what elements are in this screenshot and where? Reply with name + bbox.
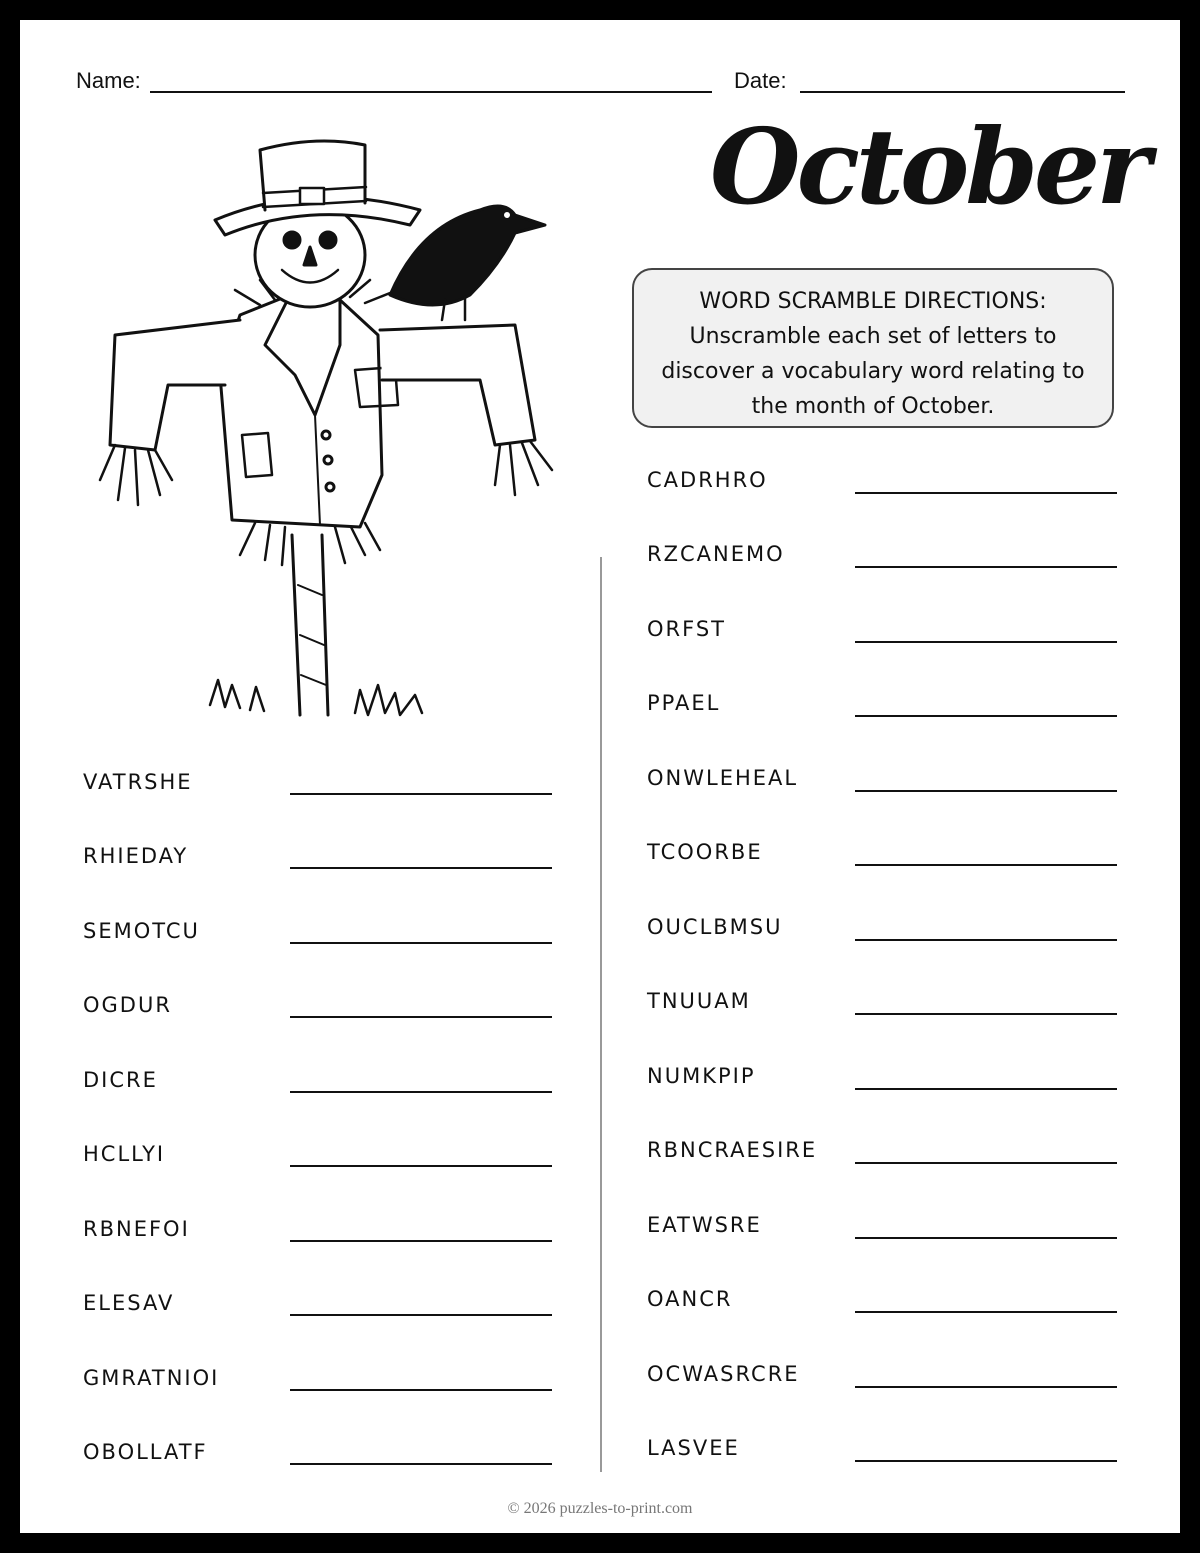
column-divider <box>600 557 602 1472</box>
scrambled-word: RHIEDAY <box>83 844 189 868</box>
post-icon <box>292 535 328 715</box>
answer-line[interactable] <box>290 793 552 795</box>
scarecrow-illustration <box>60 115 580 735</box>
scrambled-word: VATRSHE <box>83 770 193 794</box>
worksheet-page <box>20 20 1180 1533</box>
answer-line[interactable] <box>290 1389 552 1391</box>
answer-line[interactable] <box>290 1240 552 1242</box>
date-label: Date: <box>734 68 787 93</box>
answer-line[interactable] <box>855 1162 1117 1164</box>
scrambled-word: RBNCRAESIRE <box>647 1138 818 1162</box>
scrambled-word: GMRATNIOI <box>83 1366 220 1390</box>
answer-line[interactable] <box>855 1311 1117 1313</box>
answer-line[interactable] <box>855 715 1117 717</box>
scrambled-word: OCWASRCRE <box>647 1362 800 1386</box>
answer-line[interactable] <box>290 1091 552 1093</box>
directions-line: Unscramble each set of letters to <box>689 324 1057 349</box>
answer-line[interactable] <box>290 1463 552 1465</box>
directions-box <box>632 268 1114 428</box>
scrambled-word: HCLLYI <box>83 1142 166 1166</box>
scrambled-word: OUCLBMSU <box>647 915 783 939</box>
scrambled-word: OBOLLATF <box>83 1440 208 1464</box>
scrambled-word: SEMOTCU <box>83 919 200 943</box>
answer-line[interactable] <box>855 939 1117 941</box>
answer-line[interactable] <box>855 492 1117 494</box>
scrambled-word: ONWLEHEAL <box>647 766 799 790</box>
scrambled-word: RBNEFOI <box>83 1217 190 1241</box>
answer-line[interactable] <box>855 864 1117 866</box>
answer-line[interactable] <box>290 1165 552 1167</box>
answer-line[interactable] <box>290 1314 552 1316</box>
scrambled-word: LASVEE <box>647 1436 740 1460</box>
scrambled-word: OGDUR <box>83 993 172 1017</box>
scrambled-word: ELESAV <box>83 1291 175 1315</box>
copyright-footer: © 2026 puzzles-to-print.com <box>507 1500 693 1517</box>
answer-line[interactable] <box>855 1237 1117 1239</box>
answer-line[interactable] <box>855 566 1117 568</box>
answer-line[interactable] <box>290 942 552 944</box>
directions-line: the month of October. <box>751 394 995 419</box>
scrambled-word: EATWSRE <box>647 1213 762 1237</box>
answer-line[interactable] <box>855 1460 1117 1462</box>
scrambled-word: DICRE <box>83 1068 158 1092</box>
scrambled-word: NUMKPIP <box>647 1064 756 1088</box>
answer-line[interactable] <box>290 867 552 869</box>
name-field[interactable] <box>150 91 712 93</box>
directions-heading: WORD SCRAMBLE DIRECTIONS: <box>699 289 1047 314</box>
scrambled-word: PPAEL <box>647 691 721 715</box>
date-field[interactable] <box>800 91 1125 93</box>
scrambled-word: ORFST <box>647 617 726 641</box>
page-title: October <box>710 105 1148 228</box>
answer-line[interactable] <box>855 790 1117 792</box>
scrambled-word: OANCR <box>647 1287 733 1311</box>
scrambled-word: RZCANEMO <box>647 542 785 566</box>
answer-line[interactable] <box>855 641 1117 643</box>
scrambled-word: TCOORBE <box>647 840 763 864</box>
answer-line[interactable] <box>855 1386 1117 1388</box>
directions-line: discover a vocabulary word relating to <box>661 359 1085 384</box>
answer-line[interactable] <box>855 1013 1117 1015</box>
scrambled-word: CADRHRO <box>647 468 768 492</box>
answer-line[interactable] <box>290 1016 552 1018</box>
answer-line[interactable] <box>855 1088 1117 1090</box>
name-label: Name: <box>76 68 141 93</box>
scrambled-word: TNUUAM <box>647 989 751 1013</box>
